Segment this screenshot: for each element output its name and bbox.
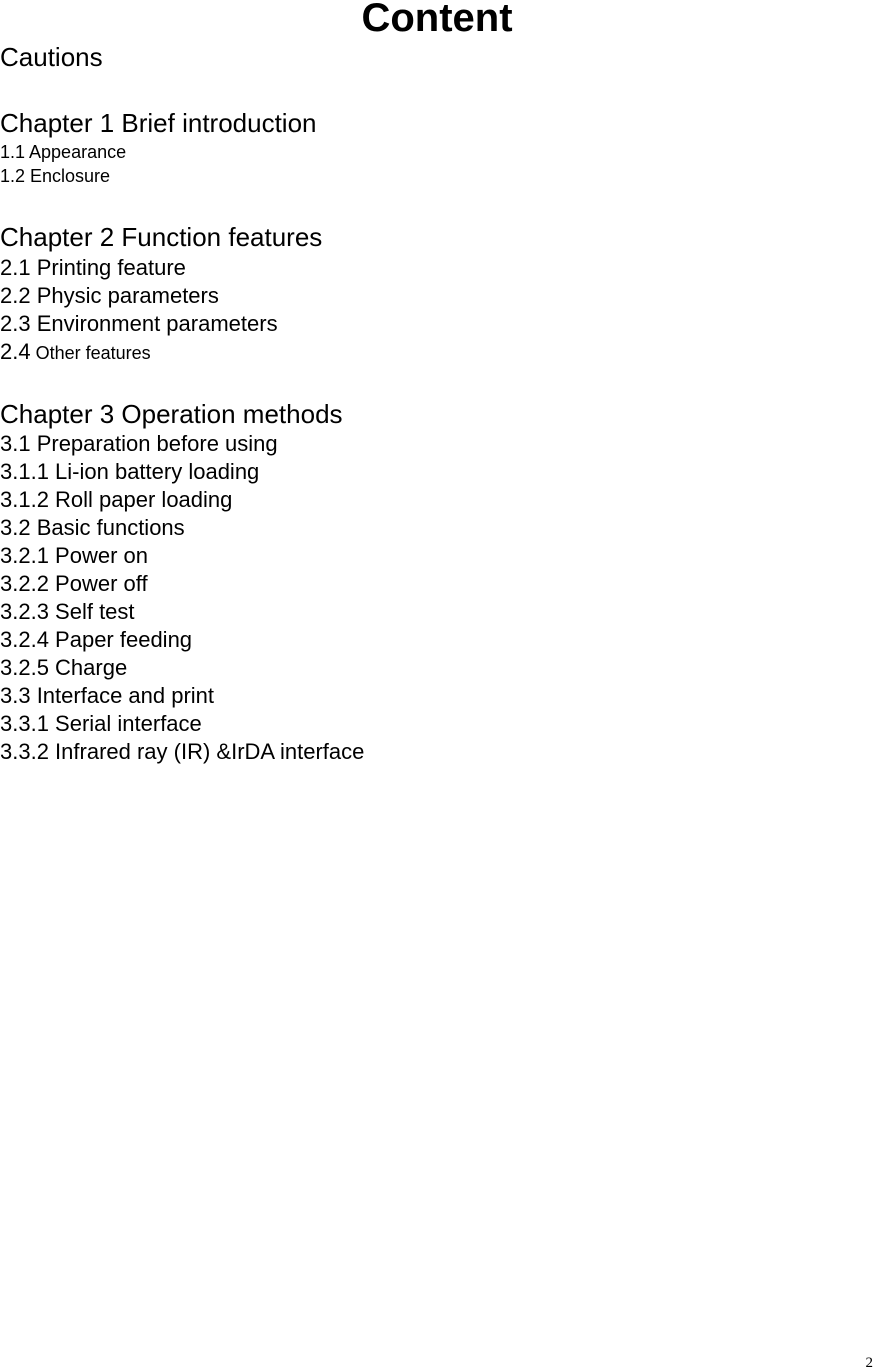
toc-item-3-2: 3.2 Basic functions xyxy=(0,515,185,540)
toc-item-3-3: 3.3 Interface and print xyxy=(0,683,215,708)
toc-item-3-3-1: 3.3.1 Serial interface xyxy=(0,711,202,736)
toc-item-3-2-5: 3.2.5 Charge xyxy=(0,655,128,680)
toc-item-3-3-2: 3.3.2 Infrared ray (IR) &IrDA interface xyxy=(0,739,365,764)
toc-item-1-1: 1.1 Appearance xyxy=(0,142,127,162)
toc-item-3-2-2: 3.2.2 Power off xyxy=(0,571,148,596)
toc-item-2-4-label: Other features xyxy=(35,343,151,363)
page-number: 2 xyxy=(865,1355,873,1371)
toc-item-2-1: 2.1 Printing feature xyxy=(0,255,186,280)
toc-item-1-2: 1.2 Enclosure xyxy=(0,166,111,186)
toc-item-3-1-1: 3.1.1 Li-ion battery loading xyxy=(0,459,260,484)
toc-item-2-3: 2.3 Environment parameters xyxy=(0,311,278,336)
toc-item-2-4-number: 2.4 xyxy=(0,339,31,364)
chapter-2-title: Chapter 2 Function features xyxy=(0,222,323,252)
chapter-1-title: Chapter 1 Brief introduction xyxy=(0,108,317,138)
toc-item-2-4 xyxy=(0,341,151,364)
toc-item-3-2-1: 3.2.1 Power on xyxy=(0,543,148,568)
page-title: Content xyxy=(361,0,513,40)
toc-item-3-2-3: 3.2.3 Self test xyxy=(0,599,135,624)
toc-item-2-2: 2.2 Physic parameters xyxy=(0,283,219,308)
toc-cautions: Cautions xyxy=(0,42,103,72)
chapter-3-title: Chapter 3 Operation methods xyxy=(0,399,343,429)
toc-item-3-1-2: 3.1.2 Roll paper loading xyxy=(0,487,233,512)
toc-item-3-2-4: 3.2.4 Paper feeding xyxy=(0,627,193,652)
toc-item-3-1: 3.1 Preparation before using xyxy=(0,431,278,456)
